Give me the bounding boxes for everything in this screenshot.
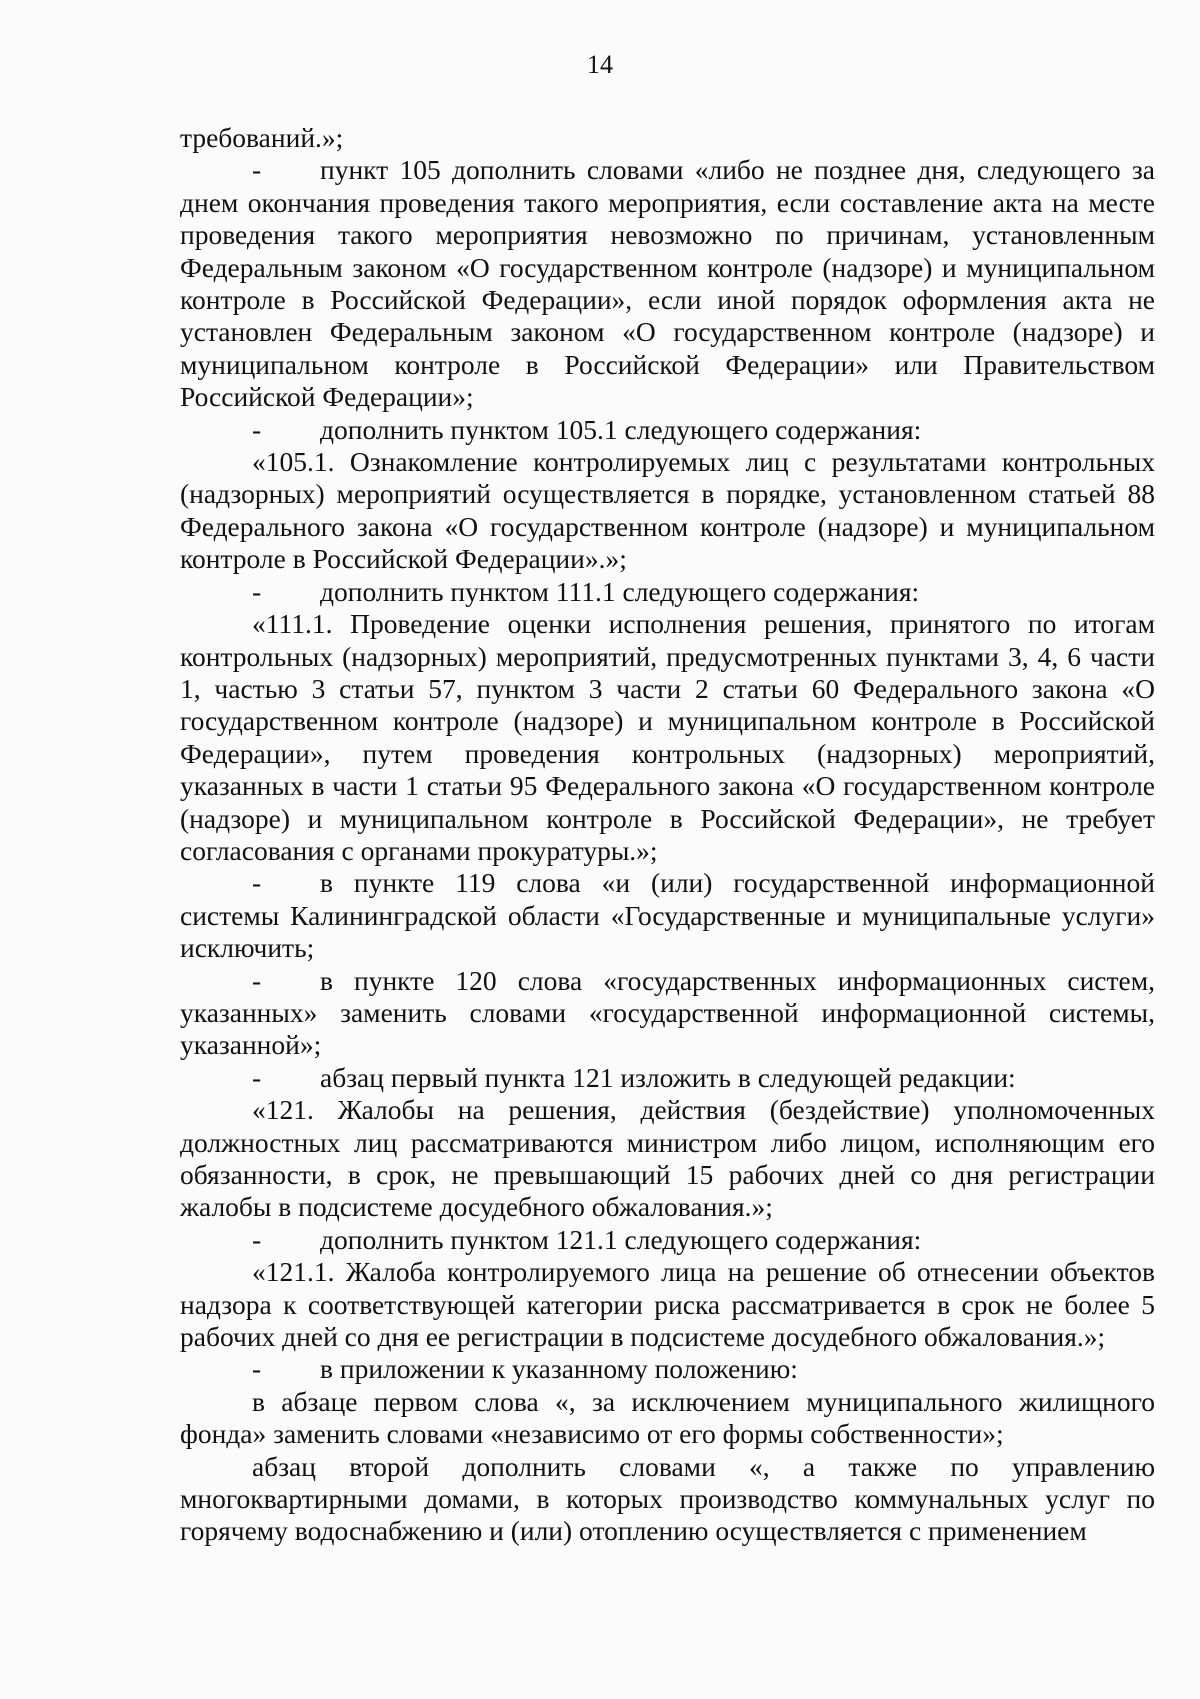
list-dash: - bbox=[252, 964, 262, 996]
document-body bbox=[180, 122, 1155, 1548]
paragraph bbox=[180, 867, 1155, 964]
list-dash: - bbox=[252, 1223, 262, 1255]
paragraph bbox=[180, 414, 1155, 446]
list-dash: - bbox=[252, 1353, 262, 1385]
paragraph-text: в абзаце первом слова «, за исключением муниципального жилищного фонда» заменить словами «независимо от его формы собственности»; bbox=[180, 1385, 1155, 1450]
list-dash: - bbox=[252, 1061, 262, 1093]
paragraph bbox=[180, 1353, 1155, 1385]
paragraph-text: дополнить пунктом 105.1 следующего содержания: bbox=[320, 413, 922, 445]
page-number: 14 bbox=[587, 50, 613, 79]
paragraph bbox=[180, 1062, 1155, 1094]
paragraph-text: в пункте 120 слова «государственных информационных систем, указанных» заменить словами «государственной информационной системы, указанной»; bbox=[180, 964, 1155, 1061]
paragraph-text: пункт 105 дополнить словами «либо не позднее дня, следующего за днем окончания проведения такого мероприятия, если составление акта на месте проведения такого мероприятия невозможно по причинам, установленным Федеральным законом «О государственном контроле (надзоре) и муниципальном контроле в Российской Федерации», если иной порядок оформления акта не установлен Федеральным законом «О государственном контроле (надзоре) и муниципальном контроле в Российской Федерации» или Правительством Российской Федерации»; bbox=[180, 154, 1155, 413]
paragraph bbox=[180, 1094, 1155, 1224]
paragraph-text: абзац первый пункта 121 изложить в следующей редакции: bbox=[320, 1061, 1016, 1093]
paragraph bbox=[180, 122, 1155, 154]
list-dash: - bbox=[252, 867, 262, 899]
paragraph bbox=[180, 965, 1155, 1062]
paragraph-text: «111.1. Проведение оценки исполнения решения, принятого по итогам контрольных (надзорных) мероприятий, предусмотренных пунктами 3, 4, 6 части 1, частью 3 статьи 57, пунктом 3 части 2 статьи 60 Федерального закона «О государственном контроле (надзоре) и муниципальном контроле в Российской Федерации», путем проведения контрольных (надзорных) мероприятий, указанных в части 1 статьи 95 Федерального закона «О государственном контроле (надзоре) и муниципальном контроле в Российской Федерации», не требует согласования с органами прокуратуры.»; bbox=[180, 608, 1155, 866]
list-dash: - bbox=[252, 413, 262, 445]
paragraph bbox=[180, 446, 1155, 576]
paragraph-text: абзац второй дополнить словами «, а также по управлению многоквартирными домами, в которых производство коммунальных услуг по горячему водоснабжению и (или) отоплению осуществляется с применением bbox=[180, 1450, 1155, 1547]
paragraph-text: в пункте 119 слова «и (или) государственной информационной системы Калининградской области «Государственные и муниципальные услуги» исключить; bbox=[180, 867, 1155, 964]
list-dash: - bbox=[252, 154, 262, 186]
list-dash: - bbox=[252, 575, 262, 607]
paragraph bbox=[180, 576, 1155, 608]
paragraph-text: «121. Жалобы на решения, действия (бездействие) уполномоченных должностных лиц рассматриваются министром либо лицом, исполняющим его обязанности, в срок, не превышающий 15 рабочих дней со дня регистрации жалобы в подсистеме досудебного обжалования.»; bbox=[180, 1094, 1155, 1223]
paragraph bbox=[180, 1224, 1155, 1256]
paragraph bbox=[180, 608, 1155, 867]
paragraph bbox=[180, 1386, 1155, 1451]
paragraph-text: в приложении к указанному положению: bbox=[320, 1353, 798, 1385]
paragraph bbox=[180, 1256, 1155, 1353]
paragraph bbox=[180, 154, 1155, 413]
paragraph-text: «121.1. Жалоба контролируемого лица на решение об отнесении объектов надзора к соответствующей категории риска рассматривается в срок не более 5 рабочих дней со дня ее регистрации в подсистеме досудебного обжалования.»; bbox=[180, 1256, 1155, 1353]
paragraph-text: требований.»; bbox=[180, 122, 344, 153]
paragraph-text: дополнить пунктом 121.1 следующего содержания: bbox=[320, 1223, 922, 1255]
paragraph-text: дополнить пунктом 111.1 следующего содержания: bbox=[320, 575, 920, 607]
paragraph-text: «105.1. Ознакомление контролируемых лиц с результатами контрольных (надзорных) мероприятий осуществляется в порядке, установленном статьей 88 Федерального закона «О государственном контроле (надзоре) и муниципальном контроле в Российской Федерации».»; bbox=[180, 446, 1155, 575]
paragraph bbox=[180, 1451, 1155, 1548]
